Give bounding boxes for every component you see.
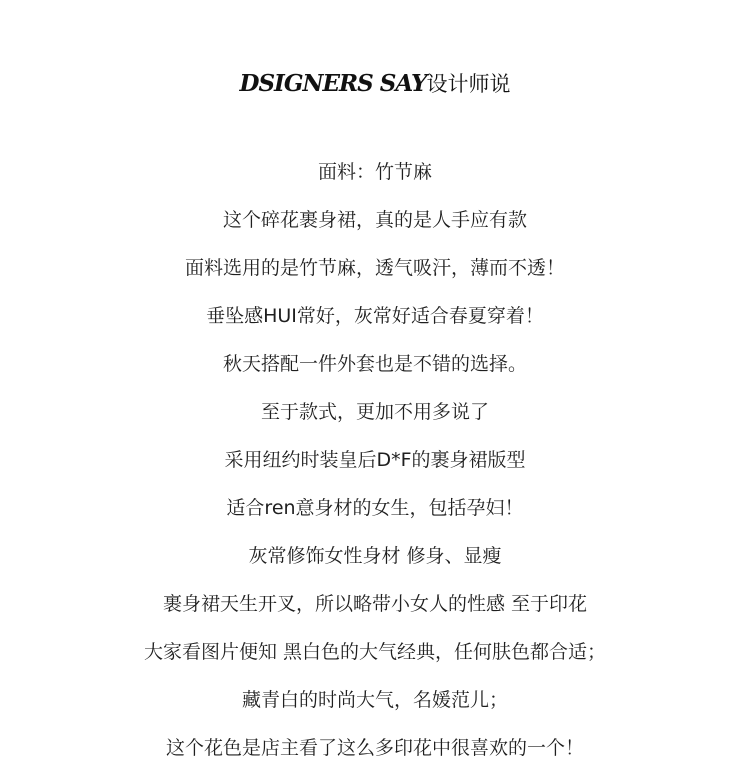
text-line: 适合ren意身材的女生，包括孕妇！ xyxy=(226,497,524,519)
text-line: 面料选用的是竹节麻，透气吸汗，薄而不透！ xyxy=(184,257,565,279)
page-heading xyxy=(0,68,750,98)
text-line: 面料：竹节麻 xyxy=(317,161,432,183)
text-line: 裹身裙天生开叉，所以略带小女人的性感 至于印花 xyxy=(162,593,588,615)
text-line: 这个碎花裹身裙，真的是人手应有款 xyxy=(222,209,527,231)
text-line: 藏青白的时尚大气，名媛范儿； xyxy=(241,689,508,711)
brand-title: DSIGNERS SAY xyxy=(239,70,427,97)
text-line: 垂坠感HUI常好，灰常好适合春夏穿着！ xyxy=(206,305,544,327)
text-line: 大家看图片便知 黑白色的大气经典，任何肤色都合适； xyxy=(143,641,607,663)
description-text xyxy=(0,155,750,779)
text-line: 至于款式，更加不用多说了 xyxy=(260,401,489,423)
text-line: 采用纽约时装皇后D*F的裹身裙版型 xyxy=(224,449,526,471)
text-line: 秋天搭配一件外套也是不错的选择。 xyxy=(222,353,527,375)
text-line: 这个花色是店主看了这么多印花中很喜欢的一个！ xyxy=(165,737,584,759)
text-line: 灰常修饰女性身材 修身、显瘦 xyxy=(248,545,502,567)
heading-chinese: 设计师说 xyxy=(426,72,511,96)
